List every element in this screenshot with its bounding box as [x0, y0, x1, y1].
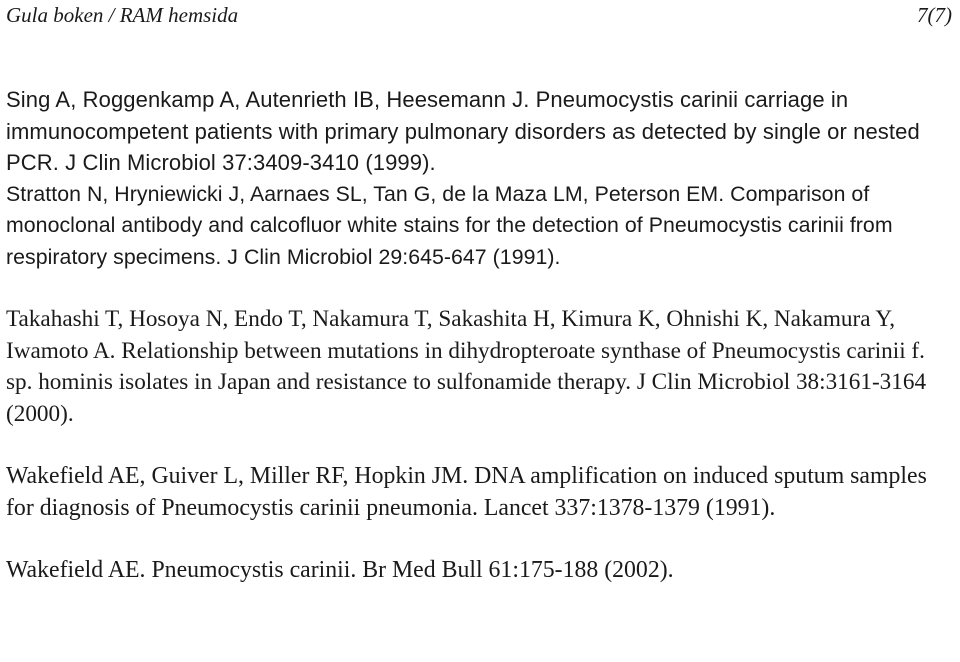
page-header — [6, 2, 952, 28]
page-number: 7(7) — [917, 3, 952, 27]
reference-stratton: Stratton N, Hryniewicki J, Aarnaes SL, Tan G, de la Maza LM, Peterson EM. Comparison of monoclonal antibody and calcofluor white stains for the detection of Pneumocystis carinii from respiratory specimens. J Clin Microbiol 29:645-647 (1991). — [6, 181, 893, 269]
reference-takahashi: Takahashi T, Hosoya N, Endo T, Nakamura T, Sakashita H, Kimura K, Ohnishi K, Nakamura Y, Iwamoto A. Relationship between mutations in dihydropteroate synthase of Pneumocystis carinii f. sp. hominis isolates in Japan and resistance to sulfonamide therapy. J Clin Microbiol 38:3161-3164 (2000). — [6, 306, 927, 427]
document-title: Gula boken / RAM hemsida — [6, 3, 239, 27]
reference-wakefield-review: Wakefield AE. Pneumocystis carinii. Br Med Bull 61:175-188 (2002). — [6, 557, 674, 583]
reference-wakefield-dna: Wakefield AE, Guiver L, Miller RF, Hopkin JM. DNA amplification on induced sputum samples for diagnosis of Pneumocystis carinii pneumonia. Lancet 337:1378-1379 (1991). — [6, 463, 927, 521]
reference-sing: Sing A, Roggenkamp A, Autenrieth IB, Heesemann J. Pneumocystis carinii carriage in immunocompetent patients with primary pulmonary disorders as detected by single or nested PCR. J Clin Microbiol 37:3409-3410 (1999). — [6, 87, 920, 175]
reference-list — [6, 84, 952, 587]
